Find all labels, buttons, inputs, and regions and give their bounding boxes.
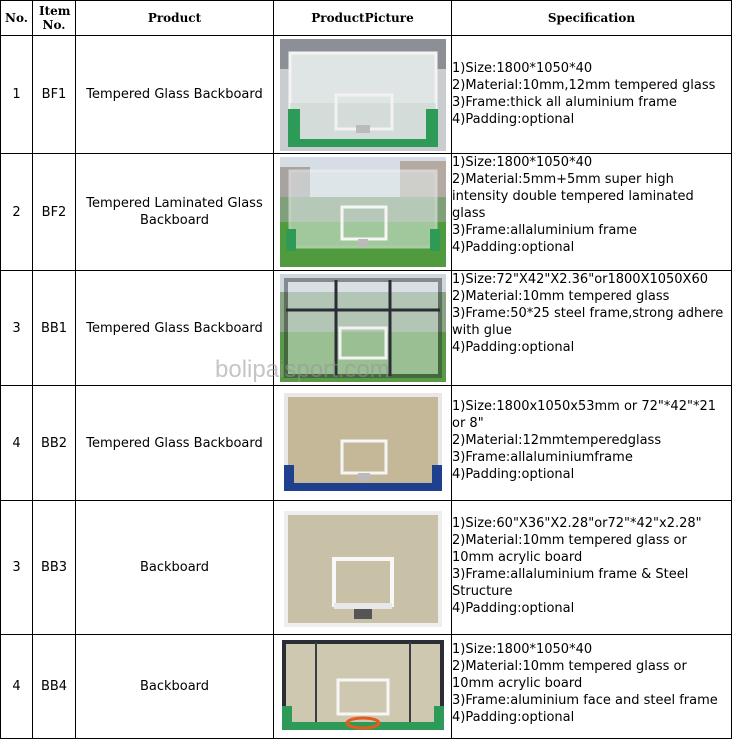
tinted-backboard-photo-icon [280, 389, 446, 497]
table-row [1, 36, 732, 154]
product-picture [274, 501, 452, 635]
table-row [1, 271, 732, 386]
header-product: Product [76, 1, 274, 36]
spec-line: 3)Frame:50*25 steel frame,strong adhere with glue [452, 306, 724, 338]
item-number: BB1 [33, 271, 76, 386]
spec-line: 1)Size:60"X36"X2.28"or72"*42"x2.28" [452, 516, 702, 531]
spec-line: 3)Frame:aluminium face and steel frame [452, 693, 718, 708]
header-specification: Specification [452, 1, 732, 36]
item-number: BF1 [33, 36, 76, 154]
specification-cell [452, 36, 732, 154]
header-row [1, 1, 732, 36]
table-row [1, 154, 732, 271]
spec-line: 3)Frame:allaluminiumframe [452, 450, 633, 465]
spec-line: 2)Material:5mm+5mm super high intensity double tempered laminated glass [452, 172, 694, 221]
specification-cell [452, 501, 732, 635]
watermark: bolipaisport.com [215, 356, 390, 383]
row-number: 1 [1, 36, 33, 154]
table-row [1, 635, 732, 739]
acrylic-backboard-photo-icon [280, 505, 446, 631]
header-no: No. [1, 1, 33, 36]
specification-cell [452, 635, 732, 739]
spec-line: 4)Padding:optional [452, 467, 575, 482]
item-number: BB4 [33, 635, 76, 739]
specification-cell [452, 386, 732, 501]
product-picture [274, 635, 452, 739]
table-row [1, 501, 732, 635]
spec-line: 3)Frame:allaluminium frame & Steel Structure [452, 567, 689, 599]
spec-line: 1)Size:1800*1050*40 [452, 642, 593, 657]
spec-line: 3)Frame:allaluminium frame [452, 223, 637, 238]
row-number: 4 [1, 386, 33, 501]
item-number: BB3 [33, 501, 76, 635]
row-number: 3 [1, 501, 33, 635]
product-picture [274, 271, 452, 386]
spec-line: 4)Padding:optional [452, 710, 575, 725]
specification-cell [452, 154, 732, 271]
laminated-backboard-photo-icon [280, 157, 446, 267]
spec-line: 2)Material:10mm,12mm tempered glass [452, 78, 716, 93]
spec-line: 4)Padding:optional [452, 112, 575, 127]
row-number: 4 [1, 635, 33, 739]
specification-cell [452, 271, 732, 386]
spec-line: 2)Material:10mm tempered glass [452, 289, 670, 304]
header-picture: ProductPicture [274, 1, 452, 36]
steel-frame-backboard-photo-icon [280, 274, 446, 382]
spec-line: 4)Padding:optional [452, 601, 575, 616]
product-name: Tempered Glass Backboard [76, 271, 274, 386]
item-number: BB2 [33, 386, 76, 501]
spec-line: 1)Size:1800*1050*40 [452, 61, 593, 76]
table-row [1, 386, 732, 501]
spec-line: 1)Size:72"X42"X2.36"or1800X1050X60 [452, 272, 709, 287]
item-number: BF2 [33, 154, 76, 271]
product-picture [274, 36, 452, 154]
padded-backboard-photo-icon [280, 638, 446, 736]
spec-line: 2)Material:12mmtemperedglass [452, 433, 662, 448]
header-item-no: Item No. [33, 1, 76, 36]
product-name: Backboard [76, 501, 274, 635]
spec-line: 2)Material:10mm tempered glass or 10mm acrylic board [452, 659, 687, 691]
row-number: 2 [1, 154, 33, 271]
product-name: Tempered Laminated Glass Backboard [76, 154, 274, 271]
product-name: Backboard [76, 635, 274, 739]
product-name: Tempered Glass Backboard [76, 386, 274, 501]
product-name: Tempered Glass Backboard [76, 36, 274, 154]
row-number: 3 [1, 271, 33, 386]
product-picture [274, 386, 452, 501]
spec-line: 1)Size:1800*1050*40 [452, 155, 593, 170]
spec-line: 2)Material:10mm tempered glass or 10mm acrylic board [452, 533, 687, 565]
spec-line: 1)Size:1800x1050x53mm or 72"*42"*21 or 8" [452, 399, 716, 431]
spec-line: 4)Padding:optional [452, 340, 575, 355]
glass-backboard-photo-icon [280, 39, 446, 151]
spec-line: 3)Frame:thick all aluminium frame [452, 95, 677, 110]
product-picture [274, 154, 452, 271]
spec-line: 4)Padding:optional [452, 240, 575, 255]
